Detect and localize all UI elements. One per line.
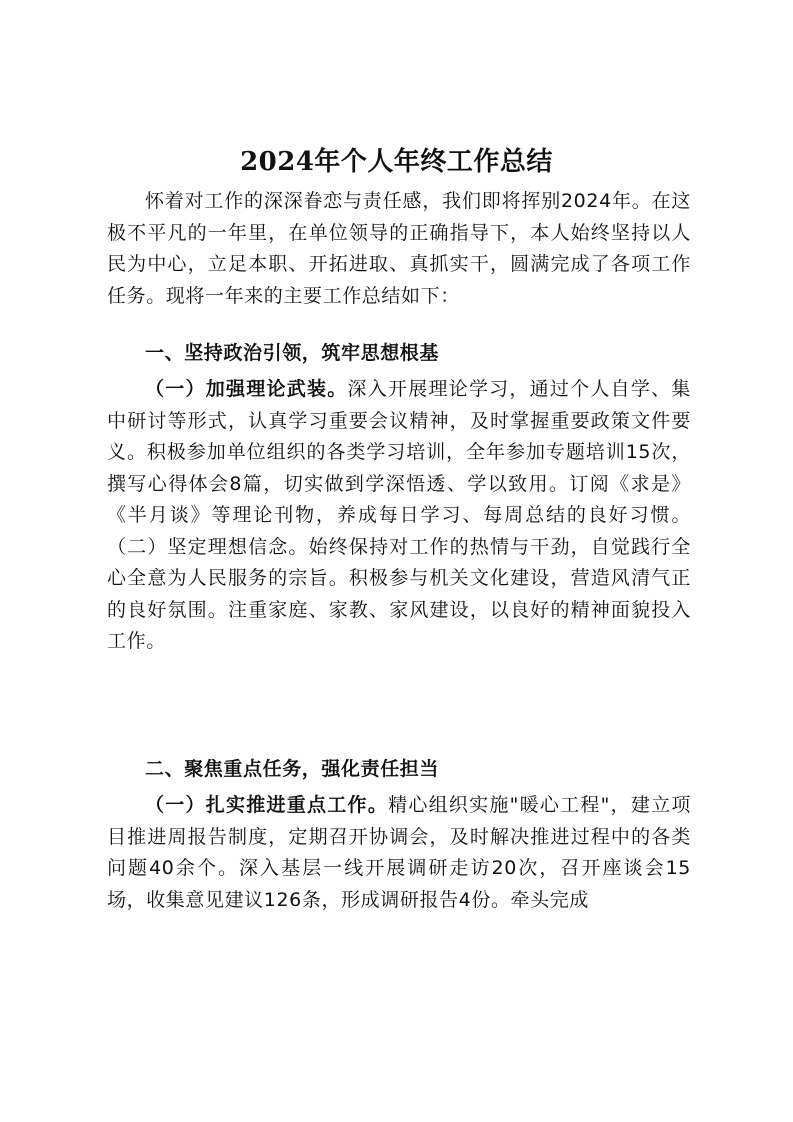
intro-paragraph: 怀着对工作的深深眷恋与责任感，我们即将挥别2024年。在这极不平凡的一年里，在单位领导的正确指导下，本人始终坚持以人民为中心，立足本职、开拓进取、真抓实干，圆满完成了各项工作任务。现将一年来的主要工作总结如下： (107, 190, 691, 307)
document-title: 2024年个人年终工作总结 (240, 147, 553, 177)
section-2-paragraph (107, 790, 691, 916)
section-2-heading: 二、聚焦重点任务，强化责任担当 (145, 758, 440, 780)
section-1-paragraph (107, 374, 691, 658)
section-2-paragraph-text: 精心组织实施"暖心工程"，建立项目推进周报告制度，定期召开协调会，及时解决推进过程中的各类问题40余个。深入基层一线开展调研走访20次，召开座谈会15场，收集意见建议126条，形成调研报告4份。牵头完成 (107, 794, 691, 911)
section-1-paragraph-text: 深入开展理论学习，通过个人自学、集中研讨等形式，认真学习重要会议精神，及时掌握重要政策文件要义。积极参加单位组织的各类学习培训，全年参加专题培训15次，撰写心得体会8篇，切实做到学深悟透、学以致用。订阅《求是》《半月谈》等理论刊物，养成每日学习、每周总结的良好习惯。（二）坚定理想信念。始终保持对工作的热情与干劲，自觉践行全心全意为人民服务的宗旨。积极参与机关文化建设，营造风清气正的良好氛围。注重家庭、家教、家风建设，以良好的精神面貌投入工作。 (107, 378, 691, 652)
section-1-body (107, 374, 691, 658)
section-1-paragraph-lead: （一）加强理论武装。 (145, 378, 348, 400)
intro-block (107, 186, 691, 312)
section-2-body (107, 790, 691, 916)
section-1-heading: 一、坚持政治引领，筑牢思想根基 (145, 342, 440, 364)
section-2-paragraph-lead: （一）扎实推进重点工作。 (145, 794, 389, 816)
